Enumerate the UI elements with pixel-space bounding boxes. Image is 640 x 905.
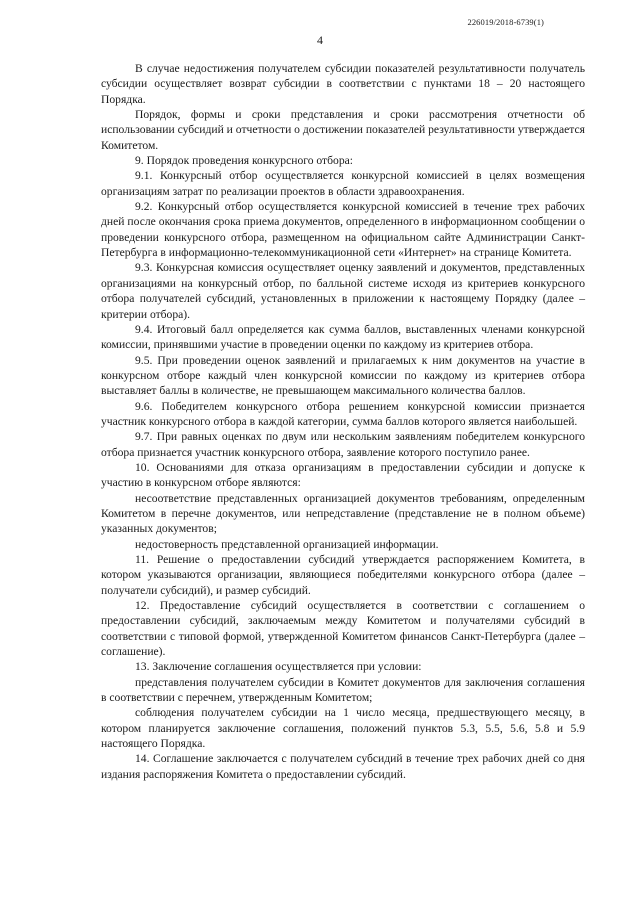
- paragraph: недостоверность представленной организацией информации.: [135, 537, 439, 551]
- paragraph: 9. Порядок проведения конкурсного отбора:: [135, 154, 353, 168]
- paragraph: 9.1. Конкурсный отбор осуществляется конкурсной комиссией в целях возмещения организациям затрат по реализации проектов в области здравоохранения.: [101, 169, 585, 198]
- document-registration-number: 226019/2018-6739(1): [467, 17, 544, 27]
- paragraph: 14. Соглашение заключается с получателем субсидий в течение трех рабочих дней со дня издания распоряжения Комитета о предоставлении субсидий.: [101, 752, 585, 781]
- paragraph: 9.3. Конкурсная комиссия осуществляет оценку заявлений и документов, представленных организациями на конкурсный отбор, по балльной системе исходя из критериев конкурсного отбора получателей субсидий, установленных в приложении к настоящему Порядку (далее – критерии отбора).: [101, 261, 585, 321]
- page-number: 4: [317, 33, 323, 47]
- paragraph: 9.4. Итоговый балл определяется как сумма баллов, выставленных членами конкурсной комиссии, принявшими участие в проведении оценки по каждому из критериев отбора.: [101, 322, 585, 352]
- paragraph: соблюдения получателем субсидии на 1 число месяца, предшествующего месяцу, в котором планируется заключение соглашения, положений пунктов 5.3, 5.5, 5.6, 5.8 и 5.9 настоящего Порядка.: [101, 706, 585, 751]
- paragraph: 9.5. При проведении оценок заявлений и прилагаемых к ним документов на участие в конкурсном отборе каждый член конкурсной комиссии по каждому из критериев отбора выставляет баллы в количестве, не превышающем максимального количества баллов.: [101, 353, 585, 398]
- paragraph: несоответствие представленных организацией документов требованиям, определенным Комитетом в перечне документов, или непредставление (представление не в полном объеме) указанных документов;: [101, 491, 585, 536]
- paragraph: 11. Решение о предоставлении субсидий утверждается распоряжением Комитета, в котором указываются организации, являющиеся победителями конкурсного отбора (далее – получатели субсидий), и размер субсидий.: [101, 553, 585, 597]
- paragraph: 10. Основаниями для отказа организациям в предоставлении субсидии и допуске к участию в конкурсном отборе являются:: [101, 460, 585, 490]
- paragraph: Порядок, формы и сроки представления и сроки рассмотрения отчетности об использовании субсидий и отчетности о достижении показателей результативности утверждается Комитетом.: [101, 108, 585, 152]
- document-body: [101, 61, 585, 782]
- paragraph: 9.2. Конкурсный отбор осуществляется конкурсной комиссией в течение трех рабочих дней после окончания срока приема документов, определенного в информационном сообщении о проведении конкурсного отбора, размещенном на официальном сайте Администрации Санкт-Петербурга в информационно-телекоммуникационной сети «Интернет» на странице Комитета.: [101, 200, 585, 260]
- paragraph: В случае недостижения получателем субсидии показателей результативности получатель субсидии осуществляет возврат субсидии в соответствии с пунктами 18 – 20 настоящего Порядка.: [101, 62, 585, 106]
- paragraph: 13. Заключение соглашения осуществляется при условии:: [135, 660, 422, 674]
- paragraph: 9.7. При равных оценках по двум или нескольким заявлениям победителем конкурсного отбора признается участник конкурсного отбора, заявление которого поступило ранее.: [101, 430, 585, 459]
- paragraph: 12. Предоставление субсидий осуществляется в соответствии с соглашением о предоставлении субсидий, заключаемым между Комитетом и получателями субсидий в соответствии с типовой формой, утвержденной Комитетом финансов Санкт-Петербурга (далее – соглашение).: [101, 599, 585, 659]
- paragraph: 9.6. Победителем конкурсного отбора решением конкурсной комиссии признается участник конкурсного отбора в каждой категории, сумма баллов которого является наибольшей.: [101, 399, 585, 428]
- paragraph: представления получателем субсидии в Комитет документов для заключения соглашения в соответствии с перечнем, утвержденным Комитетом;: [101, 675, 585, 705]
